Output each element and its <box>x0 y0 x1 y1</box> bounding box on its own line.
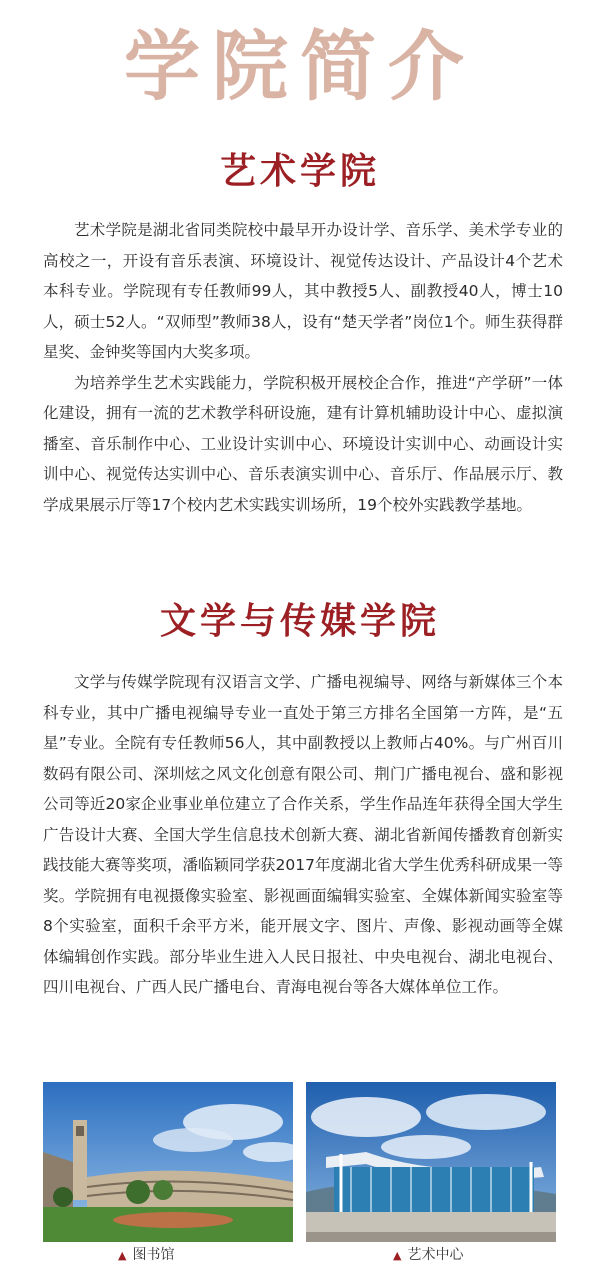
art-center-caption <box>393 1246 463 1265</box>
page-title: 学院简介 <box>124 22 476 111</box>
triangle-marker-icon: ▲ <box>118 1249 127 1262</box>
art-college-body <box>43 215 563 520</box>
art-college-paragraph-2: 为培养学生艺术实践能力，学院积极开展校企合作，推进“产学研”一体化建设，拥有一流的艺术教学科研设施，建有计算机辅助设计中心、虚拟演播室、音乐制作中心、工业设计实训中心、环境设计实训中心、动画设计实训中心、视觉传达实训中心、音乐表演实训中心、音乐厅、作品展示厅、教学成果展示厅等17个校内艺术实践实训场所，19个校外实践教学基地。 <box>43 373 563 514</box>
media-college-title: 文学与传媒学院 <box>159 601 440 642</box>
library-caption <box>118 1246 174 1265</box>
media-college-paragraph-1: 文学与传媒学院现有汉语言文学、广播电视编导、网络与新媒体三个本科专业，其中广播电视编导专业一直处于第三方排名全国第一方阵，是“五星”专业。全院有专任教师56人，其中副教授以上教师占40%。与广州百川数码有限公司、深圳炫之风文化创意有限公司、荆门广播电视台、盛和影视公司等近20家企业事业单位建立了合作关系，学生作品连年获得全国大学生广告设计大赛、全国大学生信息技术创新大赛、湖北省新闻传播教育创新实践技能大赛等奖项，潘临颖同学获2017年度湖北省大学生优秀科研成果一等奖。学院拥有电视摄像实验室、影视画面编辑实验室、全媒体新闻实验室等8个实验室，面积千余平方米，能开展文字、图片、声像、影视动画等全媒体编辑创作实践。部分毕业生进入人民日报社、中央电视台、湖北电视台、四川电视台、广西人民广播电台、青海电视台等各大媒体单位工作。 <box>43 673 563 996</box>
art-center-caption-text: 艺术中心 <box>407 1247 464 1263</box>
library-caption-text: 图书馆 <box>132 1247 175 1263</box>
art-center-photo <box>306 1082 556 1242</box>
triangle-marker-icon: ▲ <box>393 1249 402 1262</box>
media-college-body <box>43 667 563 1003</box>
art-college-title: 艺术学院 <box>219 151 380 192</box>
art-college-paragraph-1: 艺术学院是湖北省同类院校中最早开办设计学、音乐学、美术学专业的高校之一，开设有音乐表演、环境设计、视觉传达设计、产品设计4个艺术本科专业。学院现有专任教师99人，其中教授5人、副教授40人，博士10人，硕士52人。“双师型”教师38人，设有“楚天学者”岗位1个。师生获得群星奖、金钟奖等国内大奖多项。 <box>43 221 563 361</box>
library-photo <box>43 1082 293 1242</box>
